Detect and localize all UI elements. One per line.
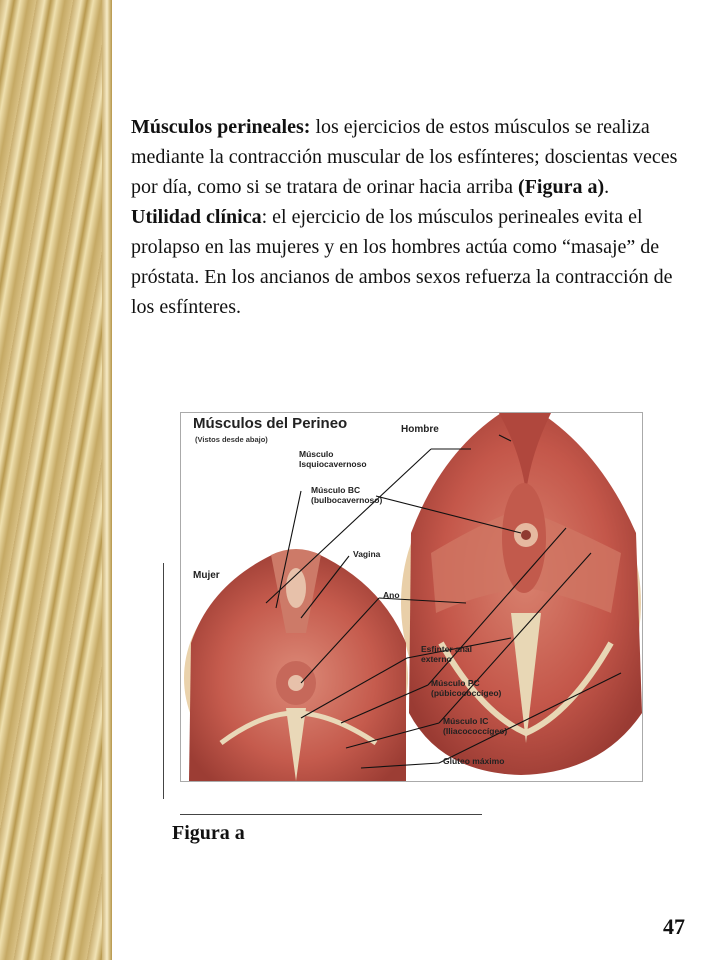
caption-rule (180, 814, 482, 815)
heading-utilidad-clinica: Utilidad clínica (131, 206, 262, 228)
figure-caption: Figura a (172, 822, 245, 844)
paragraph-muscles-end: . (604, 176, 610, 198)
paragraph-muscles-text: los ejercicios de estos músculos se realiza mediante la contracción muscular de los esfínteres; doscientas veces por día, como si se tratara de orinar hacia arriba (131, 116, 678, 198)
body-text (131, 112, 691, 322)
heading-musculos-perineales: Músculos perineales: (131, 116, 311, 138)
perineum-figure (180, 412, 643, 782)
female-perineum (184, 549, 408, 781)
page-number: 47 (663, 914, 685, 939)
label-esfinter-2: externo (421, 654, 452, 664)
label-pc-2: (púbicococcígeo) (431, 688, 502, 698)
label-isquiocavernoso-2: Isquiocavernoso (299, 459, 367, 469)
label-vagina: Vagina (353, 549, 381, 559)
label-gluteo: Glúteo máximo (443, 756, 505, 766)
label-hombre: Hombre (401, 424, 439, 435)
label-ano: Ano (383, 590, 400, 600)
perineum-illustration (181, 413, 642, 781)
label-esfinter-1: Esfinter anal (421, 644, 473, 654)
label-pc-1: Músculo PC (431, 678, 480, 688)
label-ic-1: Músculo IC (443, 716, 489, 726)
side-rule (163, 563, 164, 799)
label-ic-2: (Iliacococcígeo) (443, 726, 508, 736)
figure-reference: (Figura a) (518, 176, 605, 198)
figure-subtitle: (Vistos desde abajo) (195, 435, 268, 444)
figure-title: Músculos del Perineo (193, 415, 348, 432)
decorative-left-border (0, 0, 112, 960)
male-perineum (401, 413, 642, 775)
label-bc-1: Músculo BC (311, 485, 361, 495)
label-mujer: Mujer (193, 570, 220, 581)
paragraph-utility (131, 202, 691, 322)
label-isquiocavernoso-1: Músculo (299, 449, 334, 459)
paragraph-muscles (131, 112, 691, 202)
paragraph-utility-text: : el ejercicio de los músculos perineales evita el prolapso en las mujeres y en los hombres actúa como “masaje” de próstata. En los ancianos de ambos sexos refuerza la contracción de los esfínteres. (131, 206, 673, 318)
label-bc-2: (bulbocavernoso) (311, 495, 383, 505)
